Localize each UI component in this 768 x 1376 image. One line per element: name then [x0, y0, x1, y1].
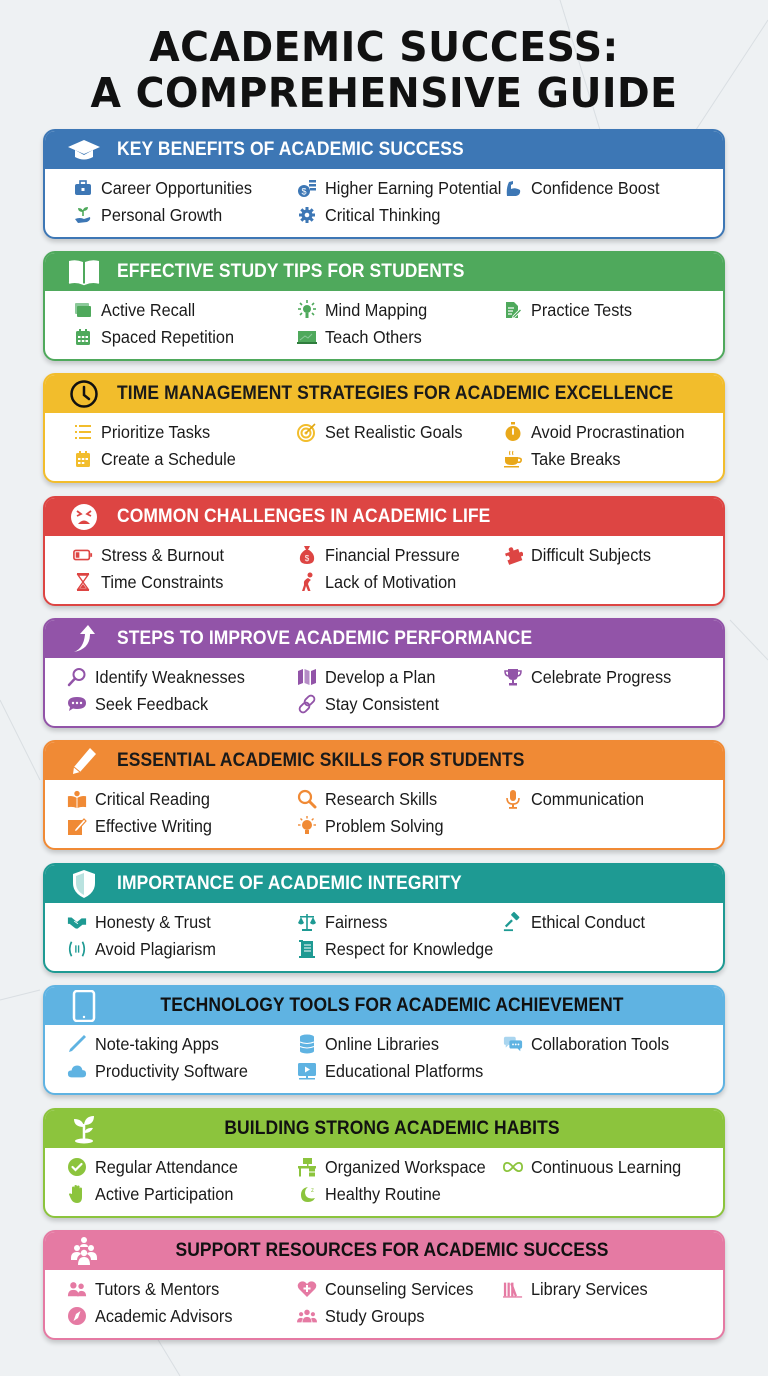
section-title: EFFECTIVE STUDY TIPS FOR STUDENTS: [117, 261, 465, 282]
list-item: Active Recall: [73, 299, 202, 321]
group-icon: [297, 1306, 317, 1326]
stylus-icon: [67, 1034, 87, 1054]
section-header: [45, 987, 723, 1025]
list-item: Ethical Conduct: [503, 911, 654, 933]
list-item: Lack of Motivation: [297, 571, 466, 593]
up-arrow-icon: [67, 624, 101, 654]
trophy-icon: [503, 667, 523, 687]
pencil-icon: [67, 746, 101, 776]
gear-icon: [297, 205, 317, 225]
handshake-icon: [67, 912, 87, 932]
section-title: TECHNOLOGY TOOLS FOR ACADEMIC ACHIEVEMENT: [160, 995, 624, 1016]
page-title-line1: ACADEMIC SUCCESS:: [149, 23, 619, 71]
list-item: Communication: [503, 788, 653, 810]
list-item: Organized Workspace: [297, 1156, 498, 1178]
puzzle-piece-icon: [503, 545, 523, 565]
list-item: Educational Platforms: [297, 1060, 495, 1082]
list-item: Research Skills: [297, 788, 446, 810]
idea-burst-icon: [297, 300, 317, 320]
list-item: Celebrate Progress: [503, 666, 682, 688]
section-title: COMMON CHALLENGES IN ACADEMIC LIFE: [117, 506, 491, 527]
svg-text:z: z: [311, 1188, 314, 1194]
list-item: Fairness: [297, 911, 392, 933]
section-improve-performance: [43, 618, 725, 728]
coins-icon: [297, 178, 317, 198]
microphone-icon: [503, 789, 523, 809]
sprout-hand-icon: [73, 205, 93, 225]
page-title: [0, 24, 768, 116]
low-battery-icon: [73, 545, 93, 565]
list-item: Identify Weaknesses: [67, 666, 256, 688]
section-title: IMPORTANCE OF ACADEMIC INTEGRITY: [117, 873, 462, 894]
list-item: Teach Others: [297, 326, 429, 348]
graduation-cap-icon: [67, 135, 101, 165]
list-item: Prioritize Tasks: [73, 421, 218, 443]
heart-plus-icon: [297, 1279, 317, 1299]
moon-icon: [297, 1184, 317, 1204]
coffee-cup-icon: [503, 449, 523, 469]
clock-icon: [67, 379, 101, 409]
flashcards-icon: [73, 300, 93, 320]
section-academic-integrity: [43, 863, 725, 973]
briefcase-icon: [73, 178, 93, 198]
list-item: Spaced Repetition: [73, 326, 244, 348]
flexed-arm-icon: [503, 178, 523, 198]
infinity-icon: [503, 1157, 523, 1177]
section-header: [45, 375, 723, 413]
group-icon: [67, 1236, 101, 1266]
list-item: Practice Tests: [503, 299, 640, 321]
people-icon: [67, 1279, 87, 1299]
scroll-icon: [297, 939, 317, 959]
raised-hand-icon: [67, 1184, 87, 1204]
target-icon: [297, 422, 317, 442]
light-bulb-icon: [297, 816, 317, 836]
video-screen-icon: [297, 1061, 317, 1081]
magnifier-icon: [297, 789, 317, 809]
section-academic-habits: [43, 1108, 725, 1218]
section-header: [45, 742, 723, 780]
list-item: Honesty & Trust: [67, 911, 220, 933]
magnifier-icon: [67, 667, 87, 687]
reader-book-icon: [67, 789, 87, 809]
books-icon: [503, 1279, 523, 1299]
edit-pen-icon: [67, 816, 87, 836]
desk-icon: [297, 1157, 317, 1177]
list-item: z Healthy Routine: [297, 1183, 450, 1205]
list-item: Productivity Software: [67, 1060, 259, 1082]
section-header: [45, 1110, 723, 1148]
money-bag-icon: [297, 545, 317, 565]
cloud-icon: [67, 1061, 87, 1081]
check-circle-icon: [67, 1157, 87, 1177]
list-item: $ Financial Pressure: [297, 544, 470, 566]
list-item: Take Breaks: [503, 448, 627, 470]
list-item: Confidence Boost: [503, 177, 669, 199]
list-item: Note-taking Apps: [67, 1033, 228, 1055]
svg-text:$: $: [301, 186, 307, 197]
gavel-icon: [503, 912, 523, 932]
section-academic-skills: [43, 740, 725, 850]
section-technology-tools: [43, 985, 725, 1095]
list-item: Personal Growth: [73, 204, 231, 226]
list-item: Mind Mapping: [297, 299, 435, 321]
calendar-icon: [73, 449, 93, 469]
open-book-icon: [67, 257, 101, 287]
list-item: Time Constraints: [73, 571, 233, 593]
list-item: Avoid Procrastination: [503, 421, 696, 443]
section-header: [45, 498, 723, 536]
tired-person-icon: [297, 572, 317, 592]
section-title: ESSENTIAL ACADEMIC SKILLS FOR STUDENTS: [117, 750, 525, 771]
list-item: Create a Schedule: [73, 448, 246, 470]
hourglass-icon: [73, 572, 93, 592]
list-item: Develop a Plan: [297, 666, 444, 688]
chain-link-icon: [297, 694, 317, 714]
section-title: KEY BENEFITS OF ACADEMIC SUCCESS: [117, 139, 464, 160]
calendar-icon: [73, 327, 93, 347]
section-title: TIME MANAGEMENT STRATEGIES FOR ACADEMIC EXCELLENCE: [117, 383, 674, 404]
whiteboard-icon: [297, 327, 317, 347]
list-item: Stay Consistent: [297, 693, 448, 715]
section-header: [45, 253, 723, 291]
list-item: Seek Feedback: [67, 693, 217, 715]
chat-bubble-icon: [67, 694, 87, 714]
list-item: Stress & Burnout: [73, 544, 233, 566]
list-item: $ Higher Earning Potential: [297, 177, 515, 199]
list-item: Collaboration Tools: [503, 1033, 680, 1055]
page-title-line2: A COMPREHENSIVE GUIDE: [90, 69, 678, 117]
section-study-tips: [43, 251, 725, 361]
section-key-benefits: [43, 129, 725, 239]
section-support-resources: [43, 1230, 725, 1340]
list-item: Academic Advisors: [67, 1305, 243, 1327]
stopwatch-icon: [503, 422, 523, 442]
plant-icon: [67, 1114, 101, 1144]
compass-icon: [67, 1306, 87, 1326]
list-item: Counseling Services: [297, 1278, 485, 1300]
list-item: Career Opportunities: [73, 177, 263, 199]
svg-text:$: $: [304, 554, 310, 563]
section-title: SUPPORT RESOURCES FOR ACADEMIC SUCCESS: [175, 1240, 609, 1261]
chat-bubbles-icon: [503, 1034, 523, 1054]
list-item: Set Realistic Goals: [297, 421, 473, 443]
section-time-management: [43, 373, 725, 483]
section-title: BUILDING STRONG ACADEMIC HABITS: [224, 1118, 560, 1139]
list-item: Tutors & Mentors: [67, 1278, 229, 1300]
list-item: Critical Thinking: [297, 204, 449, 226]
list-item: Active Participation: [67, 1183, 244, 1205]
list-item: Online Libraries: [297, 1033, 448, 1055]
section-header: [45, 1232, 723, 1270]
map-icon: [297, 667, 317, 687]
section-title: STEPS TO IMPROVE ACADEMIC PERFORMANCE: [117, 628, 533, 649]
section-header: [45, 865, 723, 903]
scales-icon: [297, 912, 317, 932]
section-header: [45, 131, 723, 169]
section-challenges: [43, 496, 725, 606]
list-item: Difficult Subjects: [503, 544, 660, 566]
list-item: Library Services: [503, 1278, 656, 1300]
database-icon: [297, 1034, 317, 1054]
list-item: Critical Reading: [67, 788, 219, 810]
section-header: [45, 620, 723, 658]
test-document-icon: [503, 300, 523, 320]
list-item: Regular Attendance: [67, 1156, 249, 1178]
list-item: Study Groups: [297, 1305, 432, 1327]
stressed-face-icon: [67, 502, 101, 532]
shield-icon: [67, 869, 101, 899]
list-item: Effective Writing: [67, 815, 221, 837]
tablet-icon: [67, 991, 101, 1021]
quote-brackets-icon: [67, 939, 87, 959]
numbered-list-icon: [73, 422, 93, 442]
list-item: Continuous Learning: [503, 1156, 693, 1178]
list-item: Avoid Plagiarism: [67, 938, 225, 960]
list-item: Problem Solving: [297, 815, 452, 837]
list-item: Respect for Knowledge: [297, 938, 506, 960]
